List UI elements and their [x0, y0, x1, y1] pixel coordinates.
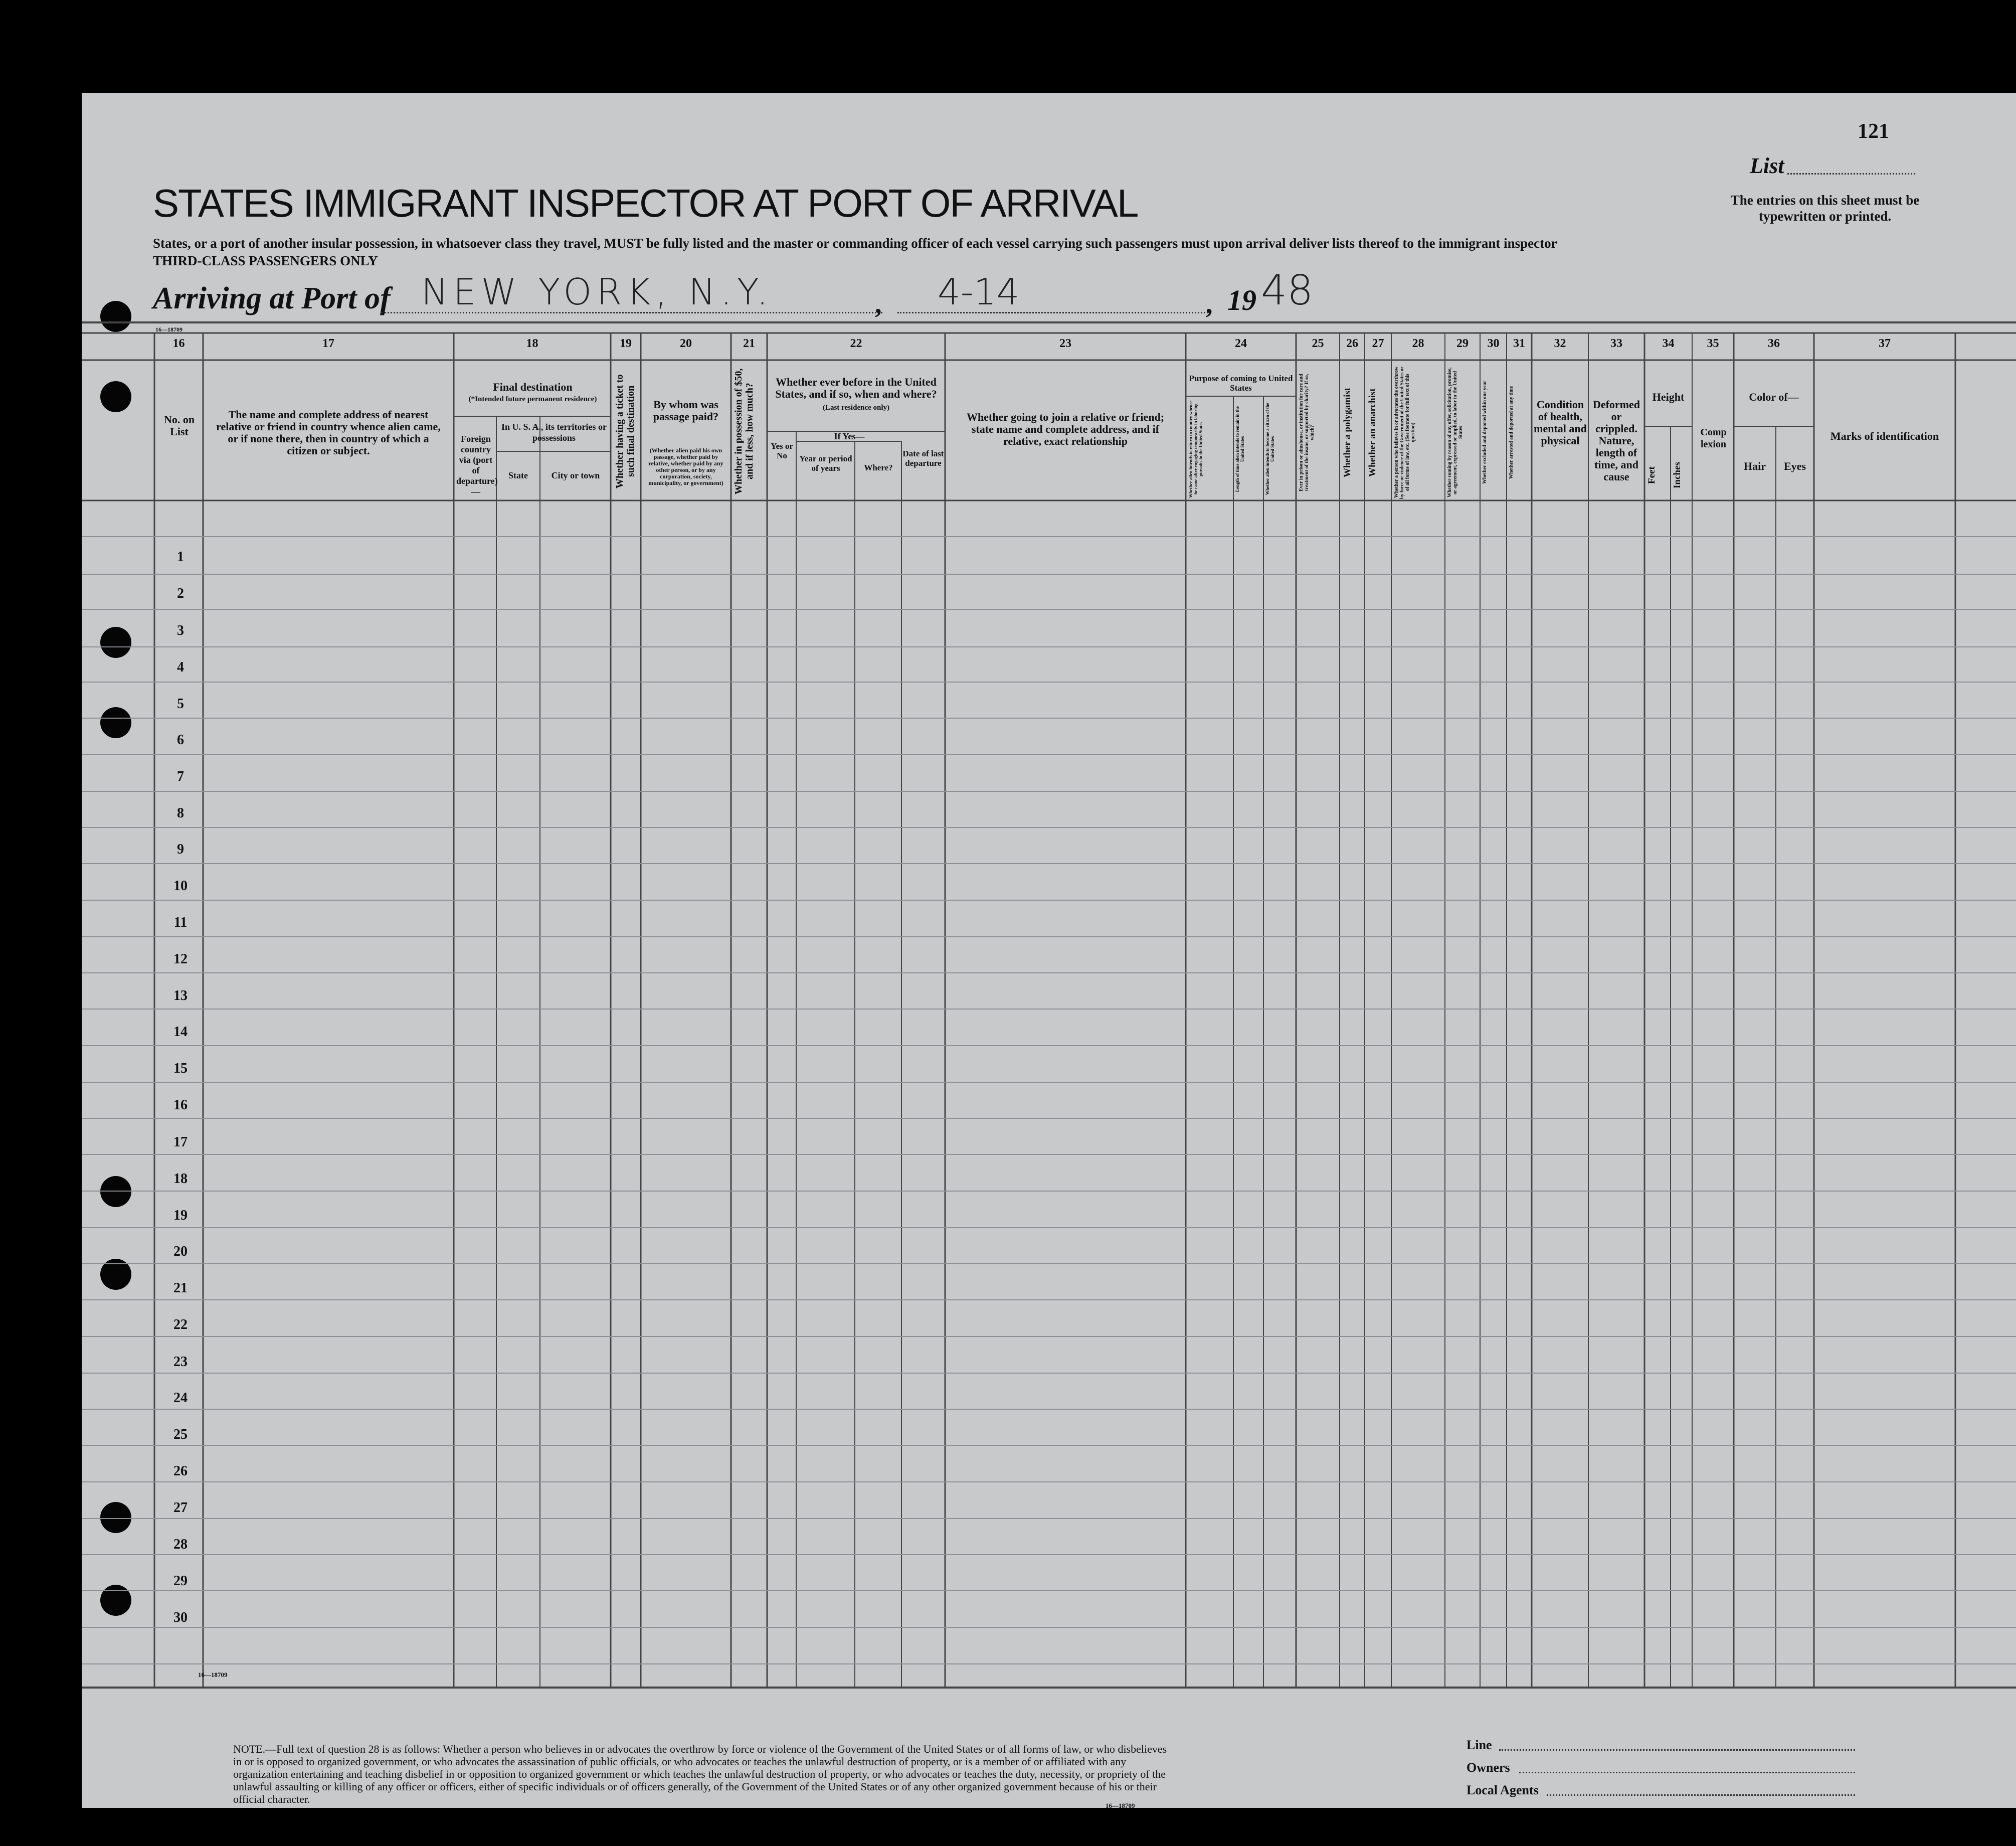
form-code-bottom: 16—18709: [1106, 1802, 1135, 1809]
row-number: 6: [177, 732, 184, 748]
port-handwritten: NEW YORK, N.Y.: [421, 271, 774, 313]
header-marks: Marks of identification: [1830, 430, 1939, 442]
row-number: 12: [173, 951, 188, 967]
row-number: 16: [173, 1097, 188, 1113]
row-number: 4: [177, 659, 184, 675]
page-number: 121: [1858, 120, 1889, 143]
footer-agents-label: Local Agents: [1467, 1783, 1539, 1797]
row-number: 29: [173, 1573, 188, 1589]
row-number: 20: [173, 1244, 188, 1259]
header-year-period: Year or period of years: [799, 454, 852, 473]
row-number: 23: [173, 1354, 188, 1370]
row-number: 13: [173, 988, 188, 1003]
col-number: 32: [1554, 337, 1566, 350]
footer-owners-field: [1519, 1772, 1855, 1773]
header-polygamist: Whether a polygamist: [1342, 387, 1353, 478]
header-color-of: Color of—: [1749, 391, 1799, 403]
row-number: 28: [173, 1537, 188, 1552]
row-number: 2: [177, 586, 184, 601]
row-number: 5: [177, 696, 184, 712]
col-number: 24: [1235, 337, 1247, 350]
header-fifty-dollars: Whether in possession of $50, and if less, how much?: [733, 368, 755, 494]
row-number: 1: [177, 549, 184, 565]
header-inches: Inches: [1672, 462, 1683, 488]
col-number: 22: [850, 337, 862, 350]
col-number: 34: [1662, 337, 1675, 350]
header-arrested: Whether arrested and deported at any time: [1509, 386, 1514, 479]
header-purpose-a: Whether alien intends to return to country whence he came after engaging temporarily in laboring pursuits in the United States: [1188, 400, 1203, 498]
row-number: 25: [173, 1427, 188, 1442]
col-number: 16: [172, 337, 185, 350]
header-passage-sub: (Whether alien paid his own passage, whether paid by relative, whether paid by any other person, or by any corporation, society, municipality, or government): [648, 447, 723, 486]
row-number: 15: [173, 1061, 188, 1076]
col-number: 30: [1487, 337, 1500, 350]
col-number: 36: [1768, 337, 1780, 350]
row-number: 21: [173, 1280, 188, 1296]
comma: ,: [875, 289, 882, 319]
header-state: State: [508, 470, 528, 480]
header-offer: Whether coming by reason of any offer, solicitation, promise, or agreement, expressed or implied, to labor in the United States: [1447, 367, 1463, 498]
col-number: 18: [526, 337, 538, 350]
row-number: 26: [173, 1463, 188, 1479]
header-anarchist: Whether an anarchist: [1367, 388, 1378, 477]
date-handwritten: 4-14: [938, 271, 1020, 313]
header-ever-before: Whether ever before in the United States, and if so, when and where?: [775, 376, 937, 400]
header-city: City or town: [551, 470, 600, 480]
year-printed: 19: [1227, 284, 1256, 316]
row-number: 7: [177, 769, 184, 784]
class-line: THIRD-CLASS PASSENGERS ONLY: [153, 253, 378, 268]
col-number: 33: [1610, 337, 1622, 350]
header-deformed: Deformed or crippled. Nature, length of time, and cause: [1592, 398, 1640, 483]
row-number: 11: [173, 915, 188, 930]
footnote-question-28: NOTE.—Full text of question 28 is as follows: Whether a person who believes in or advocates the overthrow by force or violence of the Government of the United States or of all forms of law, or who disbelieves in or is opposed to organized government, or who advocates the assassination of public officials, or who advocates or teaches the unlawful destruction of property, or is a member of or affiliated with any organization entertaining and teaching disbelief in or opposition to organized government or which teaches the unlawful destruction of property, or who advocates or teaches the duty, necessity, or propriety of the unlawful assaulting or killing of any officer or officers, either of specific individuals or of officers generally, of the Government of the United States or of any other organized government because of his or their official character.: [233, 1743, 1167, 1805]
col-number: 20: [680, 337, 692, 350]
header-prison: Ever in prison or almshouse, or institution for care and treatment of the insane, or supported by charity? If so, which?: [1299, 374, 1315, 491]
col-number: 27: [1372, 337, 1384, 350]
header-no-on-list: No. on List: [163, 413, 195, 438]
row-number: 24: [173, 1390, 188, 1406]
col-number: 25: [1312, 337, 1324, 350]
footer-owners-label: Owners: [1467, 1760, 1510, 1775]
row-number: 30: [173, 1610, 188, 1625]
header-usa: In U. S. A., its territories or possessions: [501, 422, 607, 443]
comma: ,: [1206, 289, 1213, 319]
header-health: Condition of health, mental and physical: [1534, 398, 1587, 447]
form-code-top: 16—18709: [155, 326, 182, 333]
footer-line-label: Line: [1467, 1738, 1492, 1752]
header-going-to-join: Whether going to join a relative or friend; state name and complete address, and if relative, exact relationship: [966, 411, 1165, 447]
row-number: 22: [173, 1317, 188, 1332]
instruction-line: States, or a port of another insular possession, in whatsoever class they travel, MUST be fully listed and the master or commanding officer of each vessel carrying such passengers must upon arrival deliver lists thereof to the immigrant inspector: [153, 236, 1557, 251]
col-number: 28: [1412, 337, 1424, 350]
col-number: 35: [1707, 337, 1719, 350]
header-overthrow: Whether a person who believes in or advocates the overthrow by force or violence of the Government of the United States or of all forms of law, etc. (See footnote for full text of this question): [1394, 366, 1416, 499]
header-foreign-country: Foreign country via (port of departure)—: [456, 434, 498, 496]
row-number: 9: [177, 842, 184, 857]
header-purpose-c: Whether alien intends to become a citizen of the United States: [1265, 403, 1275, 495]
row-number: 3: [177, 623, 184, 638]
row-number: 17: [173, 1134, 188, 1150]
header-eyes: Eyes: [1784, 460, 1806, 472]
col-number: 37: [1879, 337, 1891, 350]
col-number: 19: [620, 337, 632, 350]
header-hair: Hair: [1744, 460, 1766, 472]
row-number: 10: [173, 878, 188, 894]
col-number: 29: [1456, 337, 1469, 350]
list-label: List: [1750, 153, 1784, 178]
row-number: 14: [173, 1024, 188, 1040]
arriving-label: Arriving at Port of: [153, 281, 391, 315]
row-number: 27: [173, 1500, 188, 1516]
header-yes-no: Yes or No: [771, 441, 793, 460]
header-relative-address: The name and complete address of nearest relative or friend in country whence alien came, or if none there, then in country of which a citizen or subject.: [216, 408, 441, 457]
col-number: 21: [743, 337, 755, 350]
row-number: 8: [177, 805, 184, 821]
header-last-residence: (Last residence only): [822, 404, 890, 412]
col-number: 26: [1346, 337, 1358, 350]
header-if-yes: If Yes—: [834, 431, 865, 441]
header-feet: Feet: [1646, 466, 1657, 484]
header-final-destination-sub: (*Intended future permanent residence): [468, 395, 597, 403]
header-date-departure: Date of last departure: [902, 449, 944, 468]
year-handwritten: 48: [1261, 267, 1314, 314]
header-where: Where?: [864, 463, 893, 472]
row-number: 18: [173, 1171, 188, 1187]
header-excluded: Whether excluded and deported within one year: [1482, 381, 1488, 484]
typewritten-instruction: The entries on this sheet must be typewritten or printed.: [1730, 193, 1920, 224]
header-final-destination: Final destination: [493, 381, 573, 393]
row-number: 19: [173, 1208, 188, 1223]
form-code-bottom-left: 16—18709: [198, 1671, 228, 1679]
header-ticket: Whether having a ticket to such final destination: [614, 374, 636, 488]
col-number: 23: [1059, 337, 1071, 350]
header-purpose: Purpose of coming to United States: [1189, 374, 1293, 393]
col-number: 17: [322, 337, 334, 350]
header-passage-paid: By whom was passage paid?: [653, 398, 719, 423]
footer-line-field: [1499, 1749, 1855, 1751]
page-title: STATES IMMIGRANT INSPECTOR AT PORT OF ARRIVAL: [153, 181, 1138, 225]
col-number: 31: [1513, 337, 1525, 350]
header-purpose-b: Length of time alien intends to remain in the United States: [1235, 406, 1245, 492]
header-height: Height: [1652, 391, 1685, 403]
header-complexion: Complexion: [1700, 427, 1727, 450]
footer-agents-field: [1547, 1794, 1855, 1796]
